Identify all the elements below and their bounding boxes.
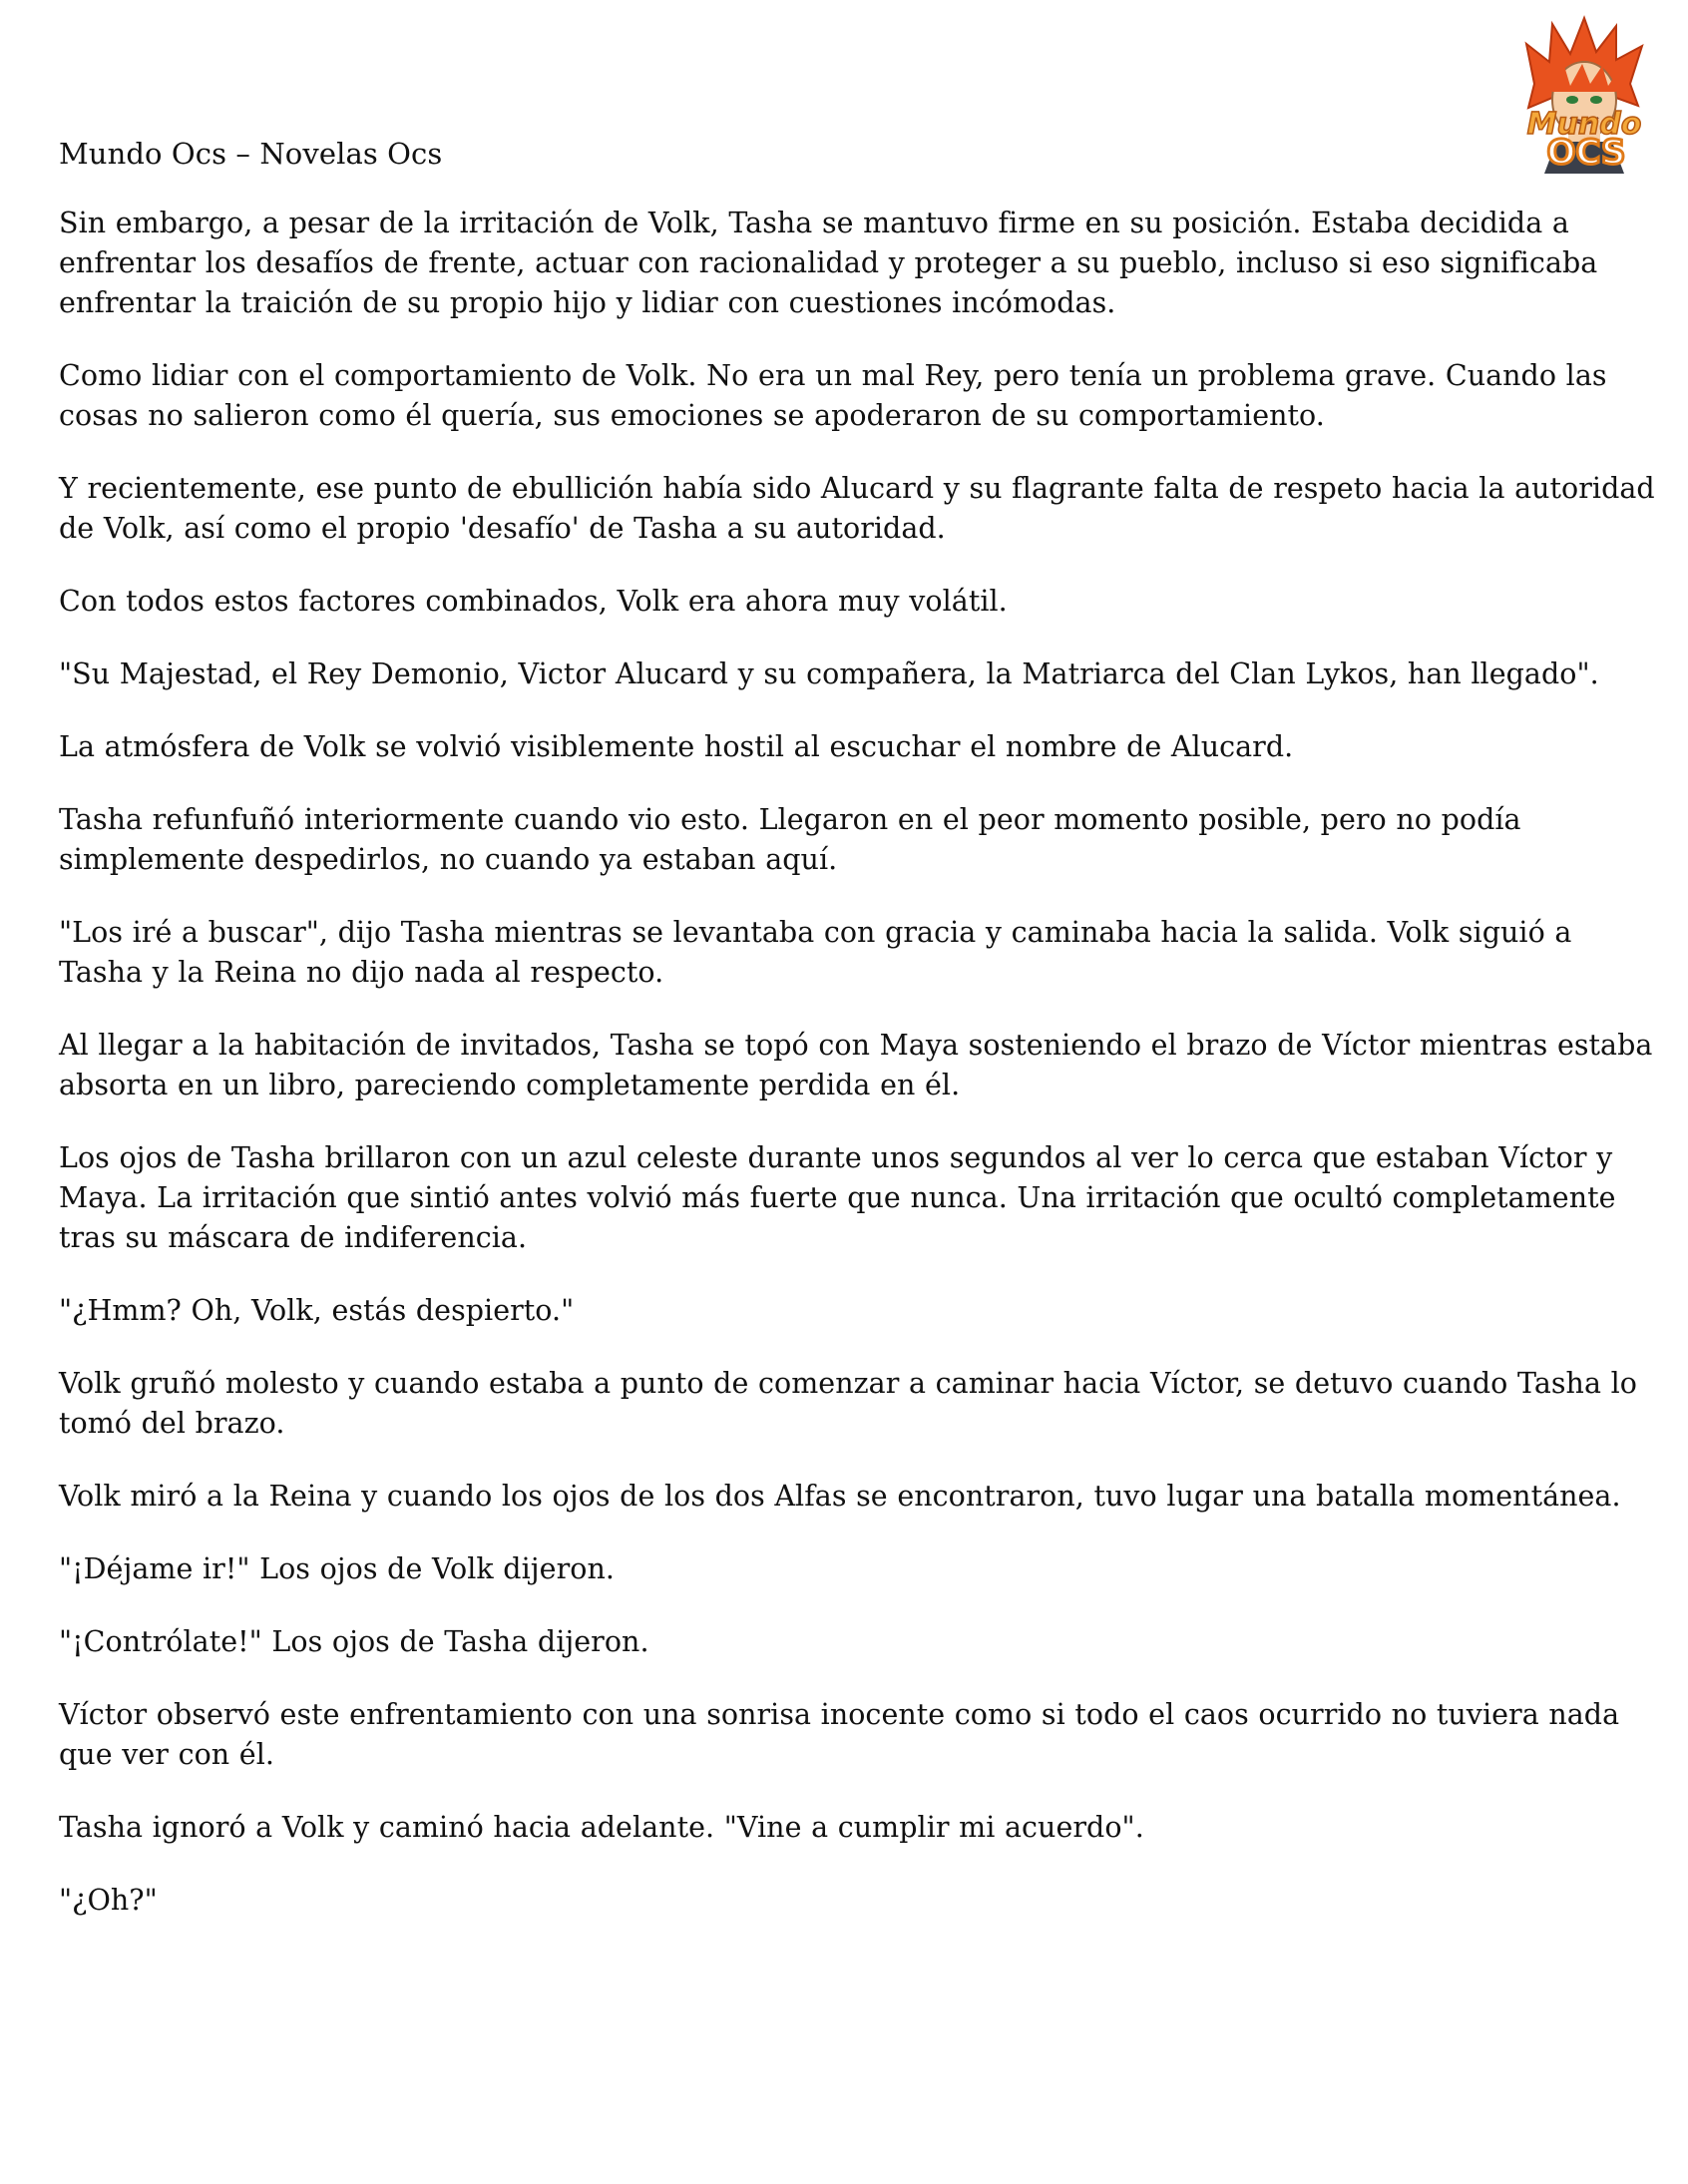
paragraph: Con todos estos factores combinados, Volk era ahora muy volátil. [59,585,1008,618]
paragraph: Tasha refunfuñó interiormente cuando vio esto. Llegaron en el peor momento posible, pero no podía simplemente despedirlos, no cuando ya estaban aquí. [59,803,1521,876]
logo-text-line1: Mundo [1526,107,1642,142]
document-body [59,204,1655,1954]
paragraph: Volk gruñó molesto y cuando estaba a punto de comenzar a caminar hacia Víctor, se detuvo cuando Tasha lo tomó del brazo. [59,1367,1637,1440]
logo-text-line2: OCS [1546,133,1626,173]
paragraph: "Su Majestad, el Rey Demonio, Victor Alucard y su compañera, la Matriarca del Clan Lykos, han llegado". [59,657,1599,690]
paragraph: Y recientemente, ese punto de ebullición había sido Alucard y su flagrante falta de respeto hacia la autoridad de Volk, así como el propio 'desafío' de Tasha a su autoridad. [59,472,1655,545]
paragraph: Como lidiar con el comportamiento de Volk. No era un mal Rey, pero tenía un problema grave. Cuando las cosas no salieron como él quería, sus emociones se apoderaron de su comportamiento. [59,359,1607,432]
paragraph: "¿Hmm? Oh, Volk, estás despierto." [59,1294,575,1327]
paragraph: Tasha ignoró a Volk y caminó hacia adelante. "Vine a cumplir mi acuerdo". [59,1811,1144,1844]
paragraph: La atmósfera de Volk se volvió visiblemente hostil al escuchar el nombre de Alucard. [59,730,1294,763]
paragraph: "¿Oh?" [59,1884,158,1917]
paragraph: Al llegar a la habitación de invitados, Tasha se topó con Maya sosteniendo el brazo de Víctor mientras estaba absorta en un libro, pareciendo completamente perdida en él. [59,1029,1653,1101]
paragraph: Víctor observó este enfrentamiento con una sonrisa inocente como si todo el caos ocurrido no tuviera nada que ver con él. [59,1698,1620,1771]
page-header: Mundo Ocs – Novelas Ocs [59,137,443,171]
paragraph: "¡Contrólate!" Los ojos de Tasha dijeron. [59,1625,649,1658]
mundo-ocs-logo [1504,14,1664,174]
paragraph: "Los iré a buscar", dijo Tasha mientras se levantaba con gracia y caminaba hacia la salida. Volk siguió a Tasha y la Reina no dijo nada al respecto. [59,916,1572,989]
paragraph: Los ojos de Tasha brillaron con un azul celeste durante unos segundos al ver lo cerca que estaban Víctor y Maya. La irritación que sintió antes volvió más fuerte que nunca. Una irritación que ocultó completamente tras su máscara de indiferencia. [59,1141,1616,1254]
paragraph: Volk miró a la Reina y cuando los ojos de los dos Alfas se encontraron, tuvo lugar una batalla momentánea. [59,1480,1621,1513]
paragraph: "¡Déjame ir!" Los ojos de Volk dijeron. [59,1552,615,1585]
paragraph: Sin embargo, a pesar de la irritación de Volk, Tasha se mantuvo firme en su posición. Estaba decidida a enfrentar los desafíos de frente, actuar con racionalidad y proteger a su pueblo, incluso si eso significaba enfrentar la traición de su propio hijo y lidiar con cuestiones incómodas. [59,207,1598,319]
logo-image [1504,14,1664,174]
